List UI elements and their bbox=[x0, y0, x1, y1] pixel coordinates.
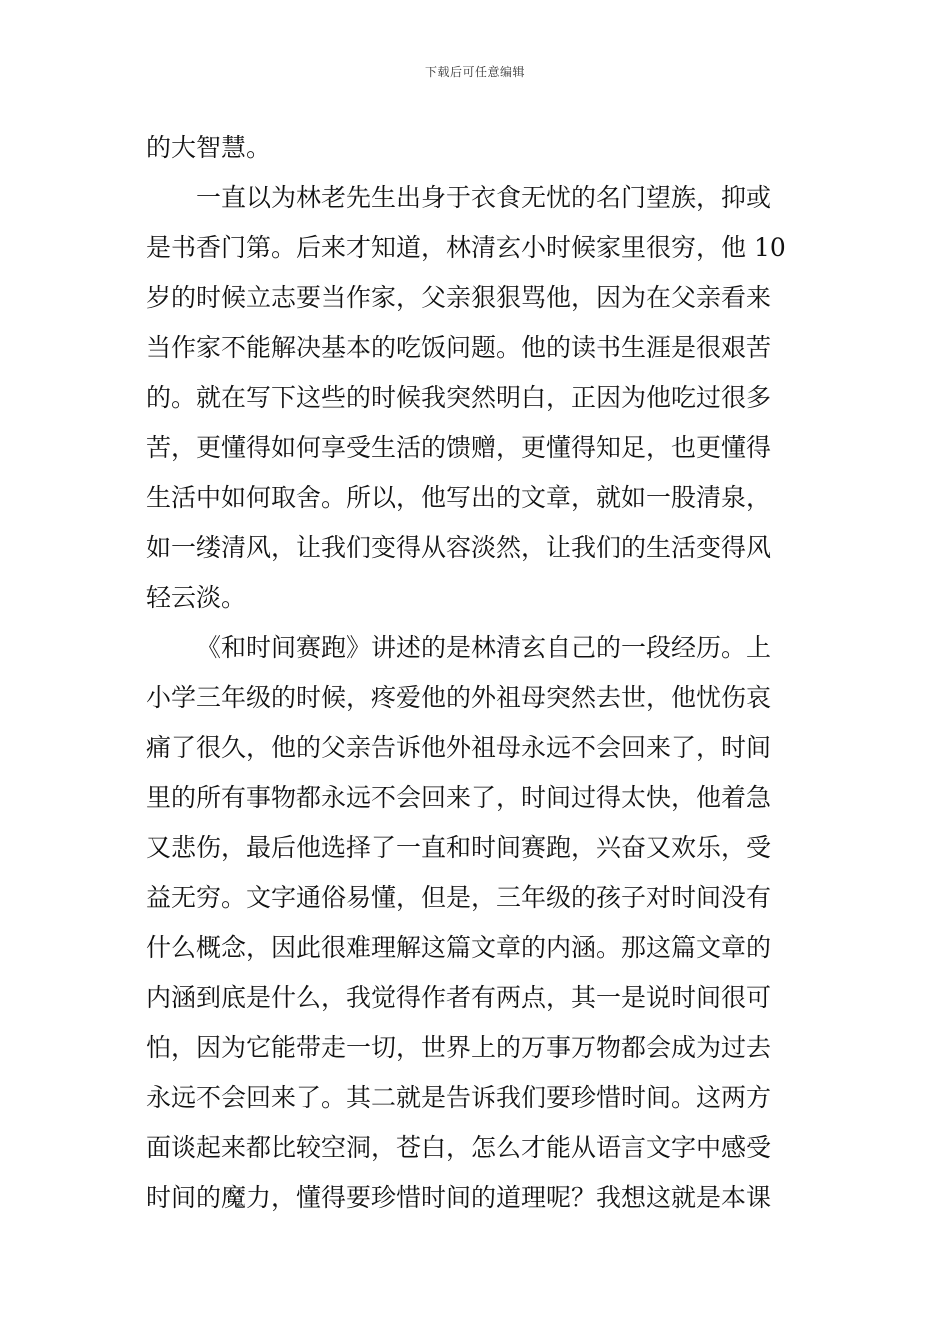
text-line: 是书香门第。后来才知道，林清玄小时候家里很穷，他 10 bbox=[146, 233, 786, 262]
text-line: 苦，更懂得如何享受生活的馈赠，更懂得知足，也更懂得 bbox=[146, 433, 772, 462]
text-line: 轻云淡。 bbox=[146, 583, 247, 612]
text-line: 怕，因为它能带走一切，世界上的万事万物都会成为过去 bbox=[146, 1033, 772, 1062]
text-line: 岁的时候立志要当作家，父亲狠狠骂他，因为在父亲看来 bbox=[146, 283, 772, 312]
text-line: 什么概念，因此很难理解这篇文章的内涵。那这篇文章的 bbox=[146, 933, 772, 962]
text-line: 益无穷。文字通俗易懂，但是，三年级的孩子对时间没有 bbox=[146, 883, 772, 912]
text-line: 内涵到底是什么，我觉得作者有两点，其一是说时间很可 bbox=[146, 983, 772, 1012]
text-line: 永远不会回来了。其二就是告诉我们要珍惜时间。这两方 bbox=[146, 1083, 772, 1112]
text-line: 面谈起来都比较空洞，苍白，怎么才能从语言文字中感受 bbox=[146, 1133, 772, 1162]
text-line: 里的所有事物都永远不会回来了，时间过得太快，他着急 bbox=[146, 783, 772, 812]
text-line: 小学三年级的时候，疼爱他的外祖母突然去世，他忧伤哀 bbox=[146, 683, 772, 712]
text-line: 当作家不能解决基本的吃饭问题。他的读书生涯是很艰苦 bbox=[146, 333, 772, 362]
document-body bbox=[146, 128, 808, 1228]
text-line: 生活中如何取舍。所以，他写出的文章，就如一股清泉， bbox=[146, 483, 772, 512]
text-line: 又悲伤，最后他选择了一直和时间赛跑，兴奋又欢乐，受 bbox=[146, 833, 772, 862]
text-line: 痛了很久，他的父亲告诉他外祖母永远不会回来了，时间 bbox=[146, 733, 772, 762]
text-line: 的。就在写下这些的时候我突然明白，正因为他吃过很多 bbox=[146, 383, 772, 412]
text-line: 如一缕清风，让我们变得从容淡然，让我们的生活变得风 bbox=[146, 533, 772, 562]
text-line: 《和时间赛跑》讲述的是林清玄自己的一段经历。上 bbox=[196, 633, 772, 662]
text-line: 时间的魔力，懂得要珍惜时间的道理呢？我想这就是本课 bbox=[146, 1183, 772, 1212]
text-line: 一直以为林老先生出身于衣食无忧的名门望族，抑或 bbox=[196, 183, 772, 212]
text-line: 的大智慧。 bbox=[146, 133, 272, 162]
page-header: 下载后可任意编辑 bbox=[424, 65, 525, 79]
